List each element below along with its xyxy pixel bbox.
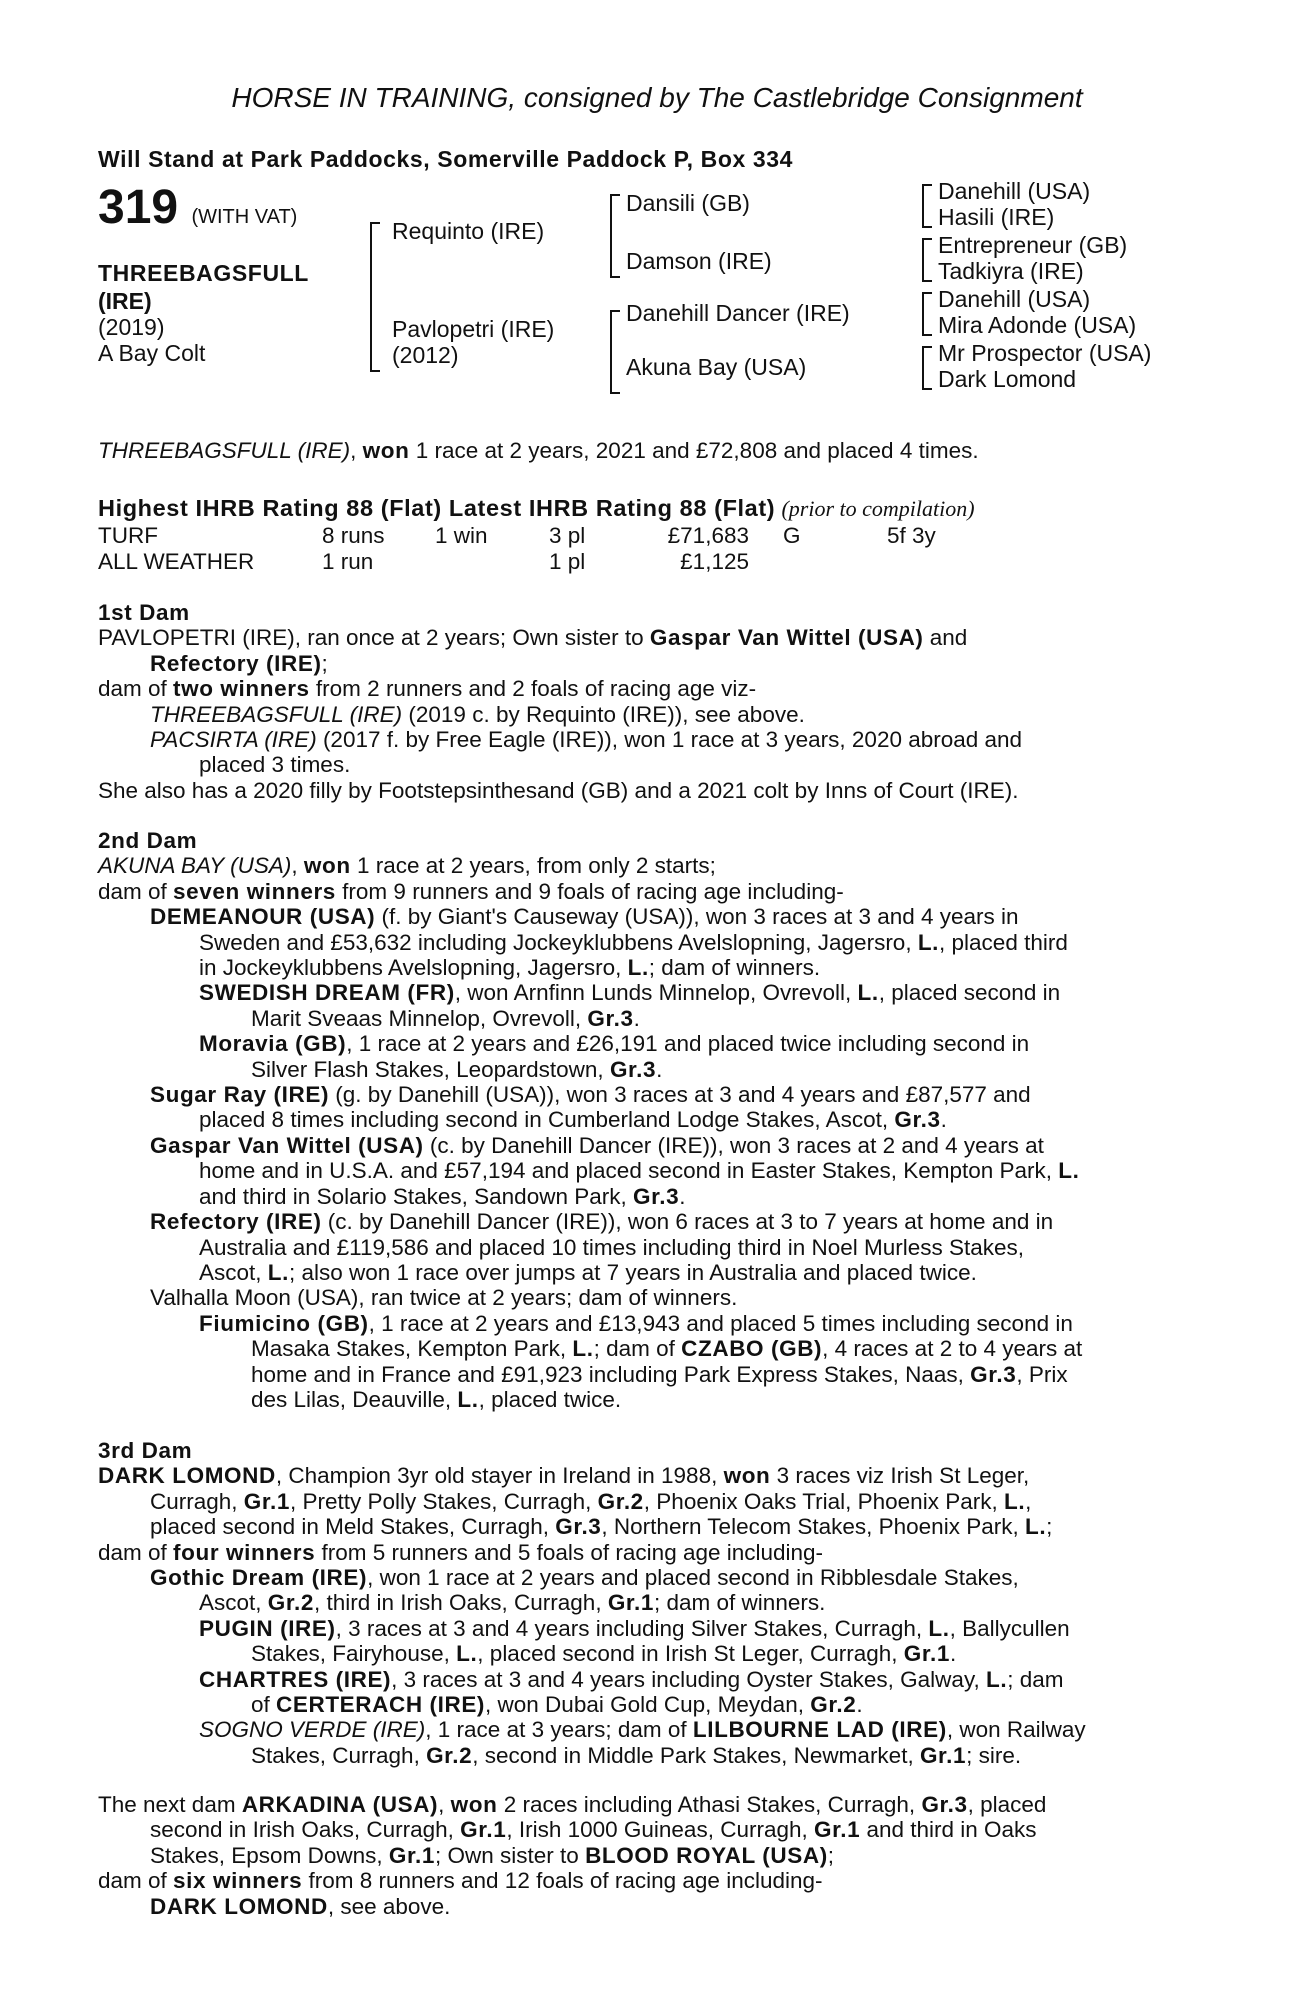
cell-going: G (783, 523, 801, 549)
cell-surface: TURF (98, 523, 158, 549)
lot-number-value: 319 (98, 181, 179, 234)
cell-distance (887, 549, 936, 575)
text: ; also won 1 race over jumps at 7 years in Australia and placed twice. (288, 1259, 977, 1285)
pedigree-brace-sire (610, 194, 620, 278)
pedigree-sire-sire: Dansili (GB) (626, 190, 750, 216)
text: (g. by Danehill (USA)), won 3 races at 3 and 4 years and £87,577 and (329, 1082, 1031, 1108)
text: des Lilas, Deauville, (251, 1386, 458, 1412)
race-summary: THREEBAGSFULL (IRE), won 1 race at 2 years, 2021 and £72,808 and placed 4 times. (98, 438, 979, 463)
text: home and in U.S.A. and £57,194 and placed second in Easter Stakes, Kempton Park, (199, 1158, 1059, 1184)
text: placed 3 times. (199, 752, 351, 778)
text: dam of (98, 1539, 174, 1565)
text: . (633, 1005, 640, 1031)
grade: L. (627, 955, 649, 981)
horse-name-suffix: (IRE) (98, 288, 152, 314)
pedigree-sire-dam: Damson (IRE) (626, 248, 772, 274)
text: (c. by Danehill Dancer (IRE)), won 3 races at 2 and 4 years at (423, 1132, 1044, 1158)
pedigree-brace-g1 (922, 184, 932, 228)
pedigree-brace-g4 (922, 346, 932, 390)
text: , Champion 3yr old stayer in Ireland in 1988, (275, 1463, 724, 1489)
next-dam-section (98, 1792, 1208, 1919)
text: . (679, 1183, 686, 1209)
text: from 8 runners and 12 foals of racing age including- (302, 1868, 823, 1894)
ratings-note: (prior to compilation) (781, 496, 975, 521)
horse-ref: CHARTRES (IRE) (199, 1666, 392, 1692)
grade: L. (572, 1336, 594, 1362)
horse-ref: Sugar Ray (IRE) (150, 1082, 330, 1108)
grade: Gr.1 (460, 1817, 507, 1843)
text: placed 8 times including second in Cumberland Lodge Stakes, Ascot, (199, 1107, 895, 1133)
cell-placed: 1 pl (549, 549, 586, 575)
grade: L. (267, 1259, 289, 1285)
text: , 3 races at 3 and 4 years including Silver Stakes, Curragh, (335, 1615, 929, 1641)
grade: Gr.1 (814, 1817, 861, 1843)
grade: L. (457, 1386, 479, 1412)
ratings-section (98, 496, 1208, 575)
grade: Gr.3 (970, 1361, 1017, 1387)
summary-text: 1 race at 2 years, 2021 and £72,808 and placed 4 times. (409, 438, 979, 463)
text: won (723, 1463, 771, 1489)
pedigree-dam-year: (2012) (392, 342, 459, 368)
text: ; (827, 1842, 835, 1868)
horse-ref: DARK LOMOND (150, 1893, 328, 1919)
text: . (856, 1692, 863, 1718)
horse-name: THREEBAGSFULL (98, 260, 309, 286)
text: dam of (98, 878, 174, 904)
pedigree-brace-main (370, 222, 380, 372)
text: , placed (967, 1792, 1047, 1817)
grade: Gr.2 (597, 1488, 644, 1514)
text: Stakes, Fairyhouse, (251, 1641, 457, 1667)
text: Ascot, (199, 1590, 268, 1616)
text: from 9 runners and 9 foals of racing age including- (335, 878, 844, 904)
text: , Prix (1016, 1361, 1068, 1387)
grade: Gr.3 (894, 1107, 941, 1133)
text: (f. by Giant's Causeway (USA)), won 3 races at 3 and 4 years in (375, 904, 1019, 930)
text: won (303, 853, 351, 879)
grade: L. (986, 1666, 1008, 1692)
first-dam-heading: 1st Dam (98, 600, 190, 625)
text: , placed second in Irish St Leger, Curragh, (477, 1641, 904, 1667)
text: home and in France and £91,923 including Park Express Stakes, Naas, (251, 1361, 971, 1387)
winners-count: two winners (173, 676, 310, 702)
horse-ref: CZABO (GB) (681, 1336, 823, 1362)
winners-count: seven winners (173, 878, 336, 904)
text: 1 race at 2 years, from only 2 starts; (350, 853, 716, 879)
horse-ref: Moravia (GB) (199, 1031, 347, 1057)
text: . (940, 1107, 947, 1133)
text: Curragh, (150, 1488, 244, 1514)
summary-won: won (362, 438, 410, 463)
text: , (438, 1792, 451, 1817)
text: , won 1 race at 2 years and placed second in Ribblesdale Stakes, (367, 1565, 1019, 1591)
text: ; dam of winners. (654, 1590, 826, 1616)
grade: Gr.2 (267, 1590, 314, 1616)
ratings-heading: Highest IHRB Rating 88 (Flat) Latest IHRB Rating 88 (Flat) (98, 495, 776, 521)
text: PAVLOPETRI (IRE), ran once at 2 years; Own sister to (98, 625, 650, 651)
grade: L. (1058, 1158, 1080, 1184)
grade: L. (456, 1641, 478, 1667)
text: Australia and £119,586 and placed 10 times including third in Noel Murless Stakes, (199, 1234, 1025, 1260)
text: . (949, 1641, 957, 1667)
horse-ref: SOGNO VERDE (IRE) (199, 1717, 426, 1743)
ratings-row-turf (98, 523, 936, 549)
grade: Gr.1 (243, 1488, 290, 1514)
text: The next dam (98, 1792, 242, 1817)
text: , 1 race at 3 years; dam of (425, 1717, 693, 1743)
text: and third in Solario Stakes, Sandown Park, (199, 1183, 633, 1209)
horse-ref: DARK LOMOND (98, 1463, 276, 1489)
text: , won Arnfinn Lunds Minnelop, Ovrevoll, (454, 980, 858, 1006)
pedigree-g8: Dark Lomond (938, 366, 1077, 392)
text: and third in Oaks (860, 1817, 1037, 1843)
text: and (923, 625, 968, 651)
grade: Gr.1 (388, 1842, 436, 1868)
third-dam-heading: 3rd Dam (98, 1438, 193, 1463)
text: , placed third (939, 929, 1068, 955)
text: of (251, 1692, 277, 1718)
text: , Ballycullen (949, 1615, 1070, 1641)
horse-ref: ARKADINA (USA) (241, 1792, 439, 1817)
horse-year: (2019) (98, 314, 165, 340)
cell-placed: 3 pl (549, 523, 586, 549)
text: placed second in Meld Stakes, Curragh, (150, 1514, 556, 1540)
text: 2 races including Athasi Stakes, Curragh, (497, 1792, 922, 1817)
cell-distance: 5f 3y (887, 523, 936, 549)
text: ; dam (1007, 1666, 1064, 1692)
pedigree-brace-dam (610, 310, 620, 394)
text: (c. by Danehill Dancer (IRE)), won 6 races at 3 to 7 years at home and in (321, 1209, 1054, 1235)
text: , won Railway (946, 1717, 1086, 1743)
pedigree-g5: Danehill (USA) (938, 286, 1091, 312)
grade: L. (917, 929, 940, 955)
pedigree-dam: Pavlopetri (IRE) (392, 316, 555, 342)
winners-count: six winners (173, 1868, 303, 1894)
cell-surface: ALL WEATHER (98, 549, 255, 575)
pedigree-brace-g2 (922, 238, 932, 282)
cell-wins: 1 win (435, 523, 488, 549)
text: , 1 race at 2 years and £26,191 and placed twice including second in (346, 1031, 1030, 1057)
grade: Gr.3 (921, 1792, 968, 1817)
pedigree-dam-sire: Danehill Dancer (IRE) (626, 300, 850, 326)
horse-ref: PACSIRTA (IRE) (150, 727, 317, 753)
second-dam-heading: 2nd Dam (98, 828, 198, 853)
text: won (450, 1792, 498, 1817)
ratings-table (98, 523, 936, 575)
text: , third in Irish Oaks, Curragh, (313, 1590, 608, 1616)
cell-wins (435, 549, 549, 575)
pedigree-g6: Mira Adonde (USA) (938, 312, 1137, 338)
text: , Irish 1000 Guineas, Curragh, (506, 1817, 814, 1843)
text: , Phoenix Oaks Trial, Phoenix Park, (643, 1488, 1004, 1514)
grade: Gr.1 (903, 1641, 950, 1667)
text: , 1 race at 2 years and £13,943 and placed 5 times including second in (368, 1310, 1073, 1336)
pedigree-g4: Tadkiyra (IRE) (938, 258, 1084, 284)
grade: Gr.3 (609, 1056, 657, 1082)
text: Silver Flash Stakes, Leopardstown, (251, 1056, 610, 1082)
grade: Gr.1 (607, 1590, 655, 1616)
text: (2017 f. by Free Eagle (IRE)), won 1 race at 3 years, 2020 abroad and (316, 727, 1023, 753)
horse-ref: DEMEANOUR (USA) (150, 904, 376, 930)
pedigree-g2: Hasili (IRE) (938, 204, 1055, 230)
horse-ref: Fiumicino (GB) (199, 1310, 369, 1336)
text: . (656, 1056, 663, 1082)
horse-ref: SWEDISH DREAM (FR) (199, 980, 455, 1006)
grade: Gr.3 (633, 1183, 680, 1209)
summary-horse-name: THREEBAGSFULL (IRE) (98, 438, 351, 463)
text: Stakes, Epsom Downs, (150, 1842, 389, 1868)
page-header: HORSE IN TRAINING, consigned by The Castlebridge Consignment (231, 82, 1083, 113)
horse-description: A Bay Colt (98, 340, 206, 366)
horse-ref: CERTERACH (IRE) (276, 1692, 486, 1718)
text: Ascot, (199, 1259, 268, 1285)
text: , placed twice. (478, 1386, 622, 1412)
text: She also has a 2020 filly by Footstepsinthesand (GB) and a 2021 colt by Inns of Court (IRE). (98, 777, 1019, 803)
text: dam of (98, 676, 174, 702)
text: Sweden and £53,632 including Jockeyklubbens Avelslopning, Jagersro, (199, 929, 918, 955)
text: (2019 c. by Requinto (IRE)), see above. (402, 701, 805, 727)
horse-ref: BLOOD ROYAL (USA) (585, 1842, 828, 1868)
text: Marit Sveaas Minnelop, Ovrevoll, (251, 1005, 588, 1031)
horse-ref: Refectory (IRE) (150, 1209, 322, 1235)
horse-ref: Gaspar Van Wittel (USA) (649, 625, 924, 651)
winners-count: four winners (173, 1539, 316, 1565)
horse-ref: AKUNA BAY (USA) (98, 853, 292, 879)
vat-note: (WITH VAT) (191, 206, 298, 228)
text: Valhalla Moon (USA), ran twice at 2 years; dam of winners. (150, 1285, 738, 1311)
cell-runs: 1 run (322, 549, 374, 575)
cell-runs: 8 runs (322, 523, 385, 549)
grade: Gr.2 (426, 1742, 473, 1768)
horse-ref: THREEBAGSFULL (IRE) (150, 701, 403, 727)
pedigree-brace-g3 (922, 292, 932, 336)
horse-ref: Gaspar Van Wittel (USA) (150, 1132, 424, 1158)
text: , Pretty Polly Stakes, Curragh, (289, 1488, 598, 1514)
stand-location: Will Stand at Park Paddocks, Somerville Paddock P, Box 334 (98, 146, 794, 172)
text: from 2 runners and 2 foals of racing age viz- (309, 676, 757, 702)
cell-prize: £71,683 (667, 523, 749, 549)
pedigree-g3: Entrepreneur (GB) (938, 232, 1128, 258)
first-dam-section (98, 600, 1208, 803)
text: , (1025, 1488, 1032, 1514)
third-dam-section (98, 1438, 1208, 1768)
text: dam of (98, 1868, 174, 1894)
pedigree-g7: Mr Prospector (USA) (938, 340, 1152, 366)
text: Masaka Stakes, Kempton Park, (251, 1336, 573, 1362)
text: second in Irish Oaks, Curragh, (150, 1817, 461, 1843)
grade: L. (857, 980, 879, 1006)
horse-ref: PUGIN (IRE) (199, 1615, 336, 1641)
text: ; dam of winners. (648, 955, 821, 981)
grade: Gr.1 (919, 1742, 967, 1768)
text: from 5 runners and 5 foals of racing age including- (315, 1539, 824, 1565)
pedigree-g1: Danehill (USA) (938, 178, 1091, 204)
text: Stakes, Curragh, (251, 1742, 427, 1768)
cell-prize: £1,125 (680, 549, 749, 575)
horse-ref: LILBOURNE LAD (IRE) (692, 1717, 947, 1743)
text: , 3 races at 3 and 4 years including Oyster Stakes, Galway, (391, 1666, 987, 1692)
text: ; Own sister to (435, 1842, 586, 1868)
text: , second in Middle Park Stakes, Newmarket, (472, 1742, 920, 1768)
text: , won Dubai Gold Cup, Meydan, (485, 1692, 811, 1718)
text: ; (1046, 1514, 1053, 1540)
ratings-row-allweather (98, 549, 936, 575)
text: , Northern Telecom Stakes, Phoenix Park, (601, 1514, 1025, 1540)
text: , 4 races at 2 to 4 years at (822, 1336, 1083, 1362)
text: ; dam of (593, 1336, 682, 1362)
grade: Gr.3 (555, 1514, 602, 1540)
text: , (291, 853, 304, 879)
cell-going (783, 549, 887, 575)
grade: Gr.2 (810, 1692, 857, 1718)
grade: L. (928, 1615, 950, 1641)
text: ; (321, 650, 328, 676)
horse-ref: Refectory (IRE) (150, 650, 322, 676)
text: , placed second in (878, 980, 1061, 1006)
lot-number (98, 181, 298, 234)
text: in Jockeyklubbens Avelslopning, Jagersro, (199, 955, 628, 981)
grade: L. (1003, 1488, 1026, 1514)
horse-ref: Gothic Dream (IRE) (150, 1565, 368, 1591)
text: , see above. (327, 1893, 451, 1919)
grade: L. (1024, 1514, 1047, 1540)
text: ; sire. (966, 1742, 1022, 1768)
grade: Gr.3 (587, 1005, 634, 1031)
pedigree-sire: Requinto (IRE) (392, 218, 545, 244)
text: 3 races viz Irish St Leger, (770, 1463, 1030, 1489)
pedigree-dam-dam: Akuna Bay (USA) (626, 354, 807, 380)
second-dam-section (98, 828, 1208, 1412)
